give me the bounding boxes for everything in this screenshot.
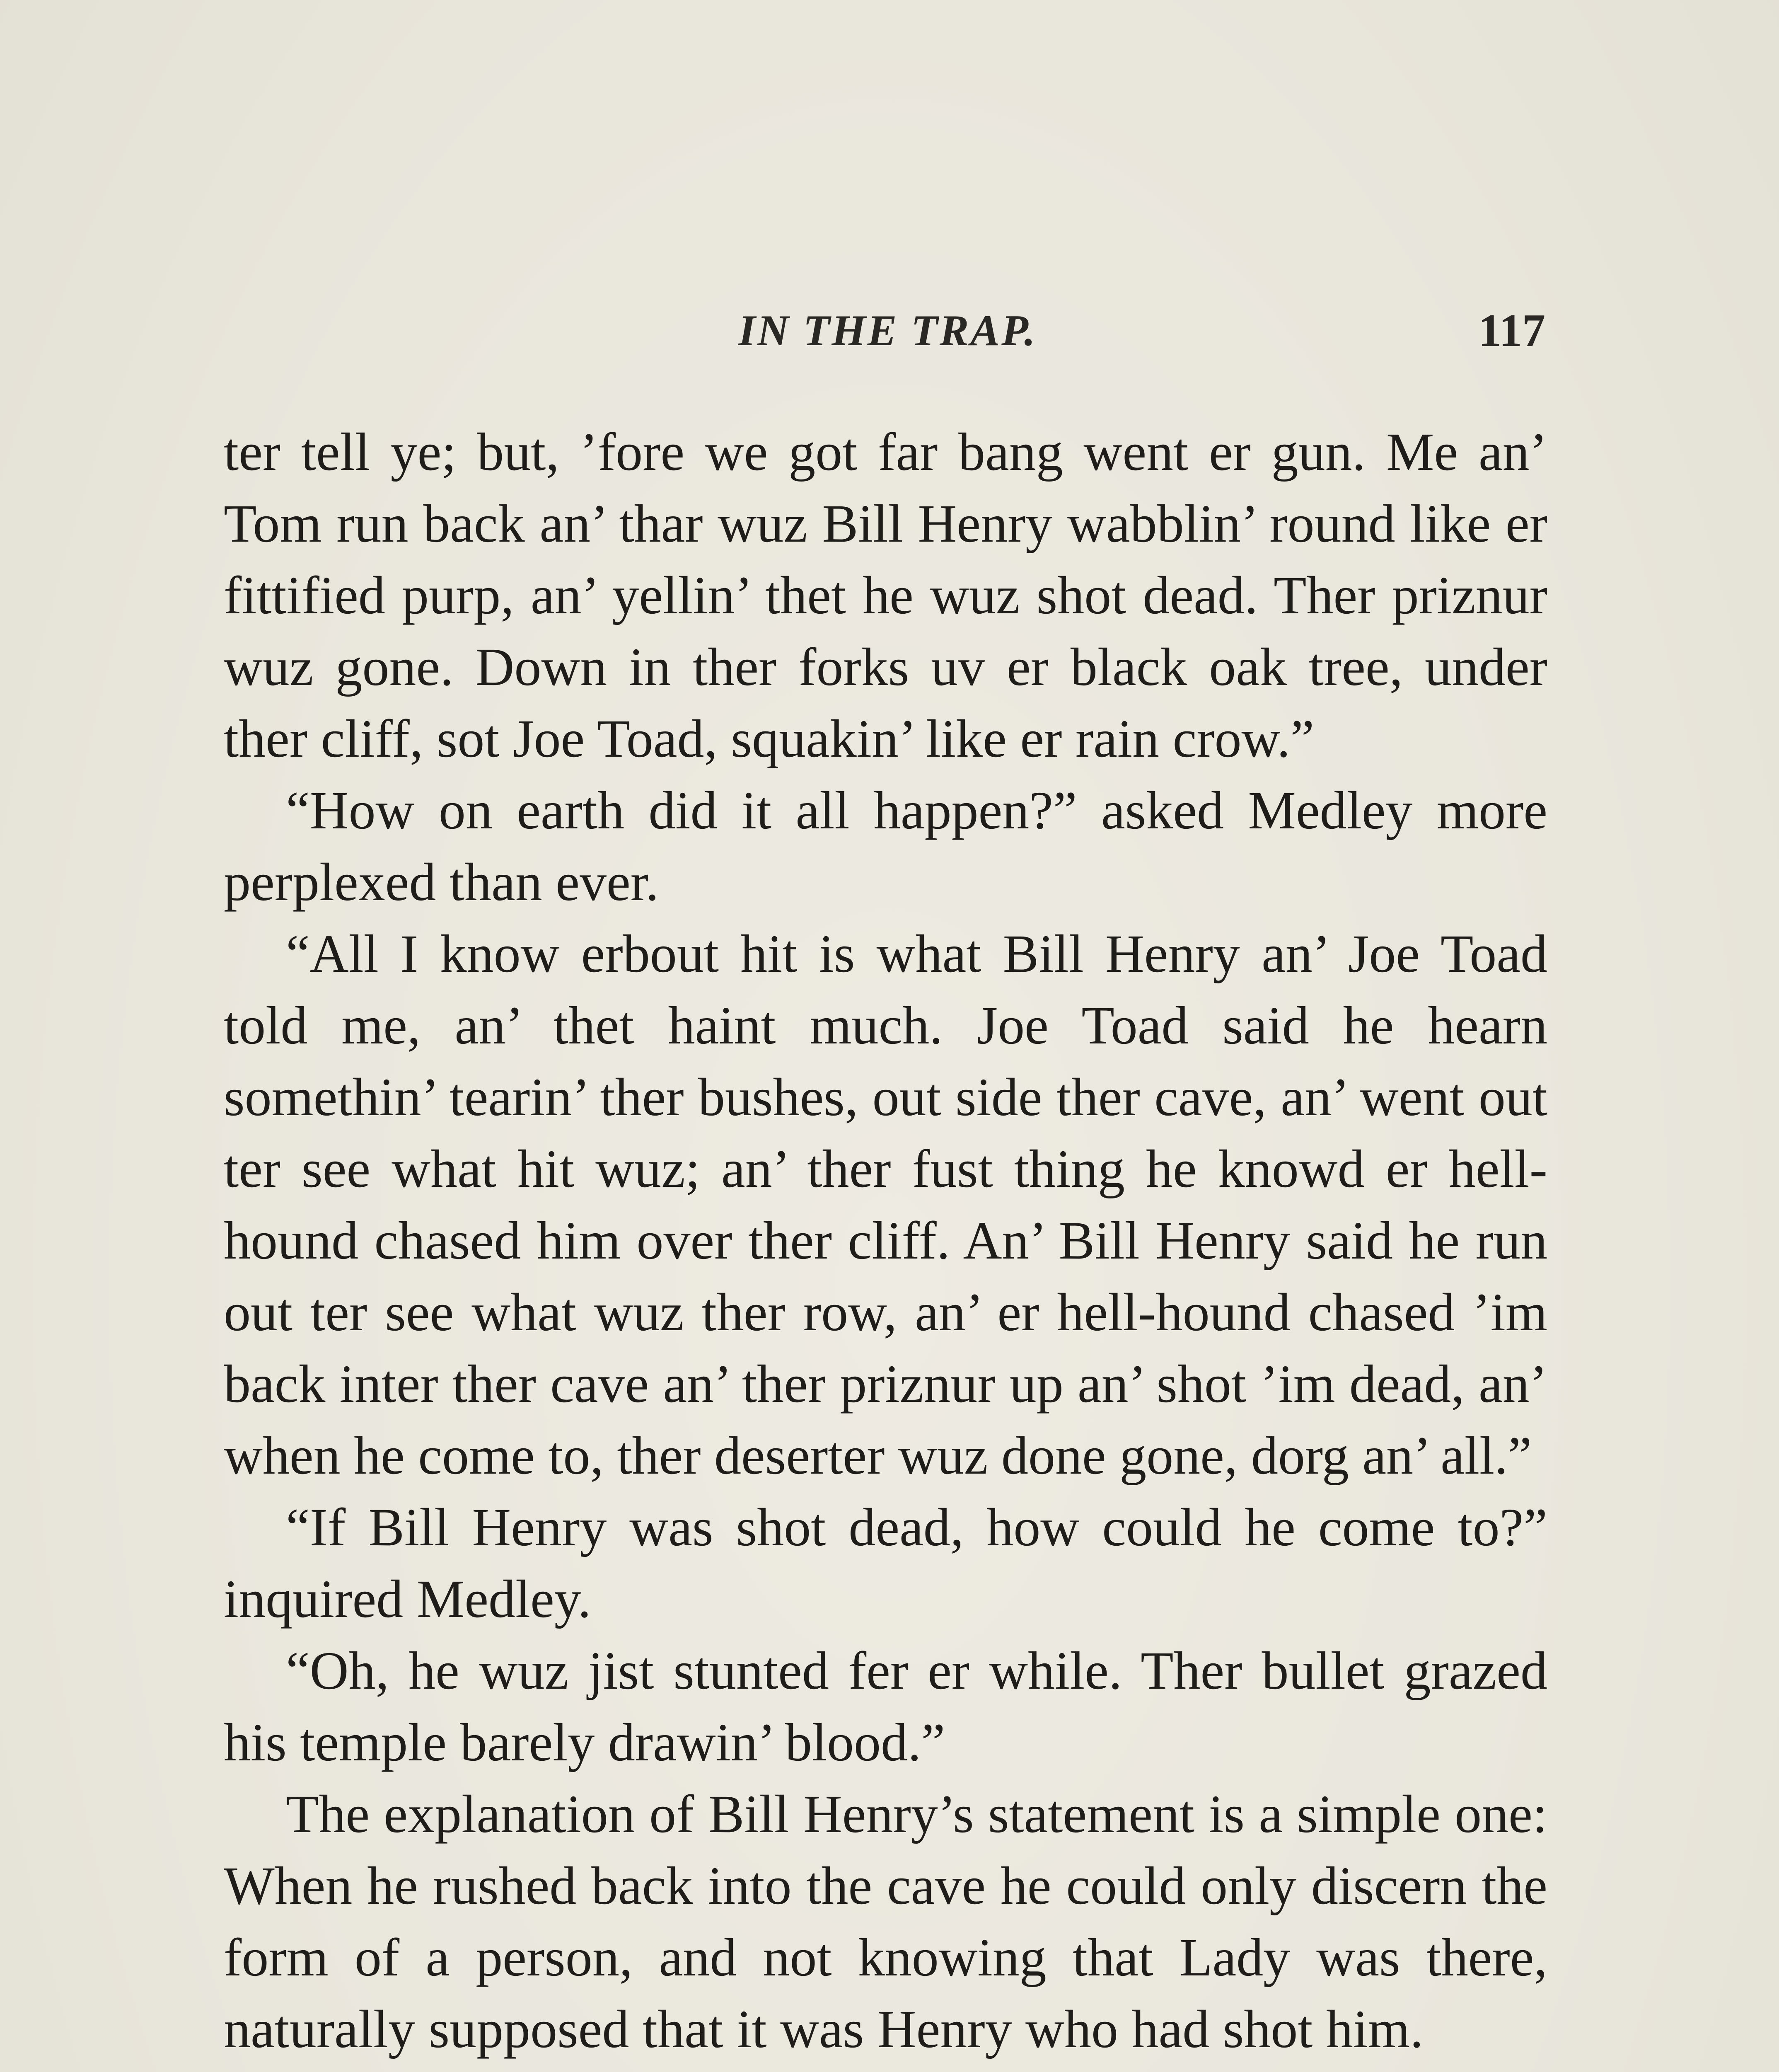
paragraph: ter tell ye; but, ’fore we got far bang went er gun. Me an’ Tom run back an’ thar wuz Bill Henry wabblin’ round like er fittified purp, an’ yellin’ thet he wuz shot dead. Ther priznur wuz gone. Down in ther forks uv er black oak tree, under ther cliff, sot Joe Toad, squakin’ like er rain crow.”: [224, 422, 1547, 769]
paragraph: The explanation of Bill Henry’s statement is a simple one: When he rushed back into the cave he could only discern the form of a person, and not knowing that Lady was there, naturally supposed that it was Henry who had shot him.: [224, 1784, 1547, 2059]
running-head: [230, 298, 1545, 364]
chapter-title: IN THE TRAP.: [738, 306, 1037, 355]
page-number: 117: [1478, 305, 1545, 356]
paragraph: “Oh, he wuz jist stunted fer er while. Ther bullet grazed his temple barely drawin’ blood.”: [224, 1641, 1547, 1772]
paragraph: “How on earth did it all happen?” asked Medley more perplexed than ever.: [224, 781, 1547, 912]
paragraph: “All I know erbout hit is what Bill Henry an’ Joe Toad told me, an’ thet haint much. Joe Toad said he hearn somethin’ tearin’ ther bushes, out side ther cave, an’ went out ter see what hit wuz; an’ ther fust thing he knowd er hell-hound chased him over ther cliff. An’ Bill Henry said he run out ter see what wuz ther row, an’ er hell-hound chased ’im back inter ther cave an’ ther priznur up an’ shot ’im dead, an’ when he come to, ther deserter wuz done gone, dorg an’ all.”: [224, 924, 1547, 1486]
paragraph: “If Bill Henry was shot dead, how could he come to?” inquired Medley.: [224, 1498, 1547, 1629]
body-text: [224, 416, 1547, 2065]
